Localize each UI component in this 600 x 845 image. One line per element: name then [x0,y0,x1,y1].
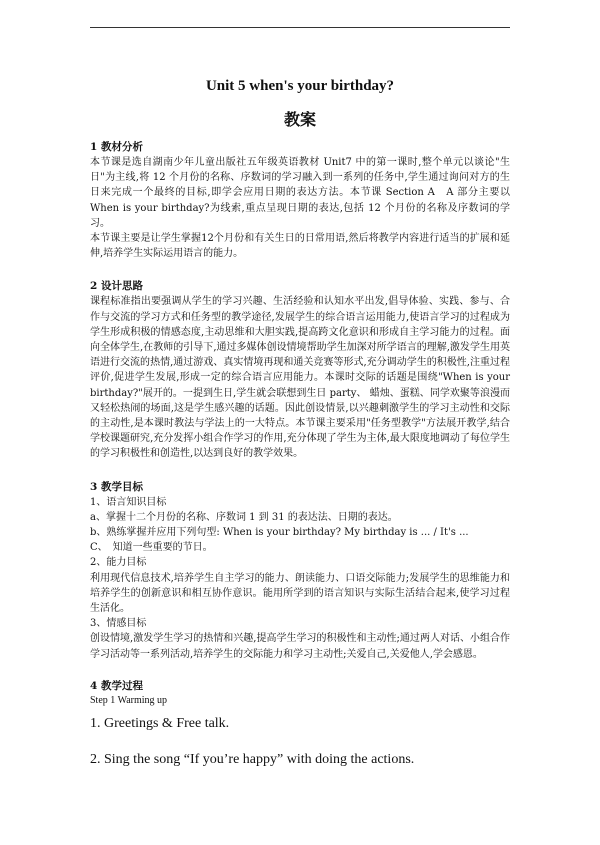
section-1-paragraph-2: 本节课主要是让学生掌握12个月份和有关生日的日常用语,然后将教学内容进行适当的扩展和延伸,培养学生实际运用语言的能力。 [90,233,510,260]
section-3-heading: 3 教学目标 [90,480,143,493]
process-item-2: 2. Sing the song “If you’re happy” with doing the actions. [90,751,415,767]
objective-ability-text: 利用现代信息技术,培养学生自主学习的能力、朗读能力、口语交际能力;发展学生的思维能力和培养学生的创新意识和相互协作意识。能用所学到的语言知识与实际生活结合起来,使学习过程生活化。 [90,572,510,615]
section-2-paragraph: 课程标准指出要强调从学生的学习兴趣、生活经验和认知水平出发,倡导体验、实践、参与、合作与交流的学习方式和任务型的教学途径,发展学生的综合语言运用能力,使语言学习的过程成为学生形成积极的情感态度,主动思维和大胆实践,提高跨文化意识和形成自主学习能力的过程。面向全体学生,在教师的引导下,通过多媒体创设情境帮助学生加深对所学语言的理解,激发学生用英语进行交流的热情,通过游戏、真实情境再现和通关竞赛等形式,充分调动学生的积极性,注重过程评价,促进学生发展,形成一定的综合语言应用能力。本课时交际的话题是围绕"When is your birthday?"展开的。一提到生日,学生就会联想到生日 party、 蜡烛、蛋糕、同学欢聚等浪漫而又轻松热闹的场面,这是学生感兴趣的话题。因此创设情景,以兴趣刺激学生的学习主动性和交际的主动性,是本课时教法与学法上的一大特点。本节课主要采用"任务型教学"方法展开教学,结合学校课题研究,充分发挥小组合作学习的作用,充分体现了学生为主体,最大限度地调动了每位学生的学习积极性和创造性,以达到良好的教学效果。 [90,296,510,460]
document-page [90,78,510,770]
section-1-heading: 1 教材分析 [90,141,143,153]
step-1-label: Step 1 Warming up [90,694,168,706]
section-1-paragraph-1: 本节课是选自湖南少年儿童出版社五年级英语教材 Unit7 中的第一课时,整个单元以谈论"生日"为主线,将 12 个月份的名称、序数词的学习融入到一系列的任务中,学生通过询问对方的生日来完成一个最终的目标,即学会应用日期的表达方法。本节课 Section A A 部分主要以 When is your birthday?为线索,重点呈现日期的表达,包括 12 个月份的名称及序数词的学习。 [90,157,510,229]
document-title: Unit 5 when's your birthday? [205,78,395,94]
process-item-1: 1. Greetings & Free talk. [90,715,230,731]
objective-item-b: b、熟练掌握并应用下列句型: When is your birthday? My birthday is ... / It's ... [90,527,469,539]
objective-emotion-text: 创设情境,激发学生学习的热情和兴趣,提高学生学习的积极性和主动性;通过两人对话、小组合作学习活动等一系列活动,培养学生的交际能力和学习主动性;关爱自己,关爱他人,学会感恩。 [90,633,510,660]
objective-ability-heading: 2、能力目标 [90,557,147,569]
header-rule [90,27,510,28]
document-subtitle: 教案 [283,110,316,129]
section-4-heading: 4 教学过程 [90,679,143,692]
objective-item-a: a、掌握十二个月份的名称、序数词 1 到 31 的表达法、日期的表达。 [90,511,398,523]
objective-item-c: C、 知道一些重要的节日。 [90,542,213,554]
objective-emotion-heading: 3、情感目标 [90,618,147,630]
section-2-heading: 2 设计思路 [90,280,143,293]
objective-language-heading: 1、语言知识目标 [90,496,167,508]
